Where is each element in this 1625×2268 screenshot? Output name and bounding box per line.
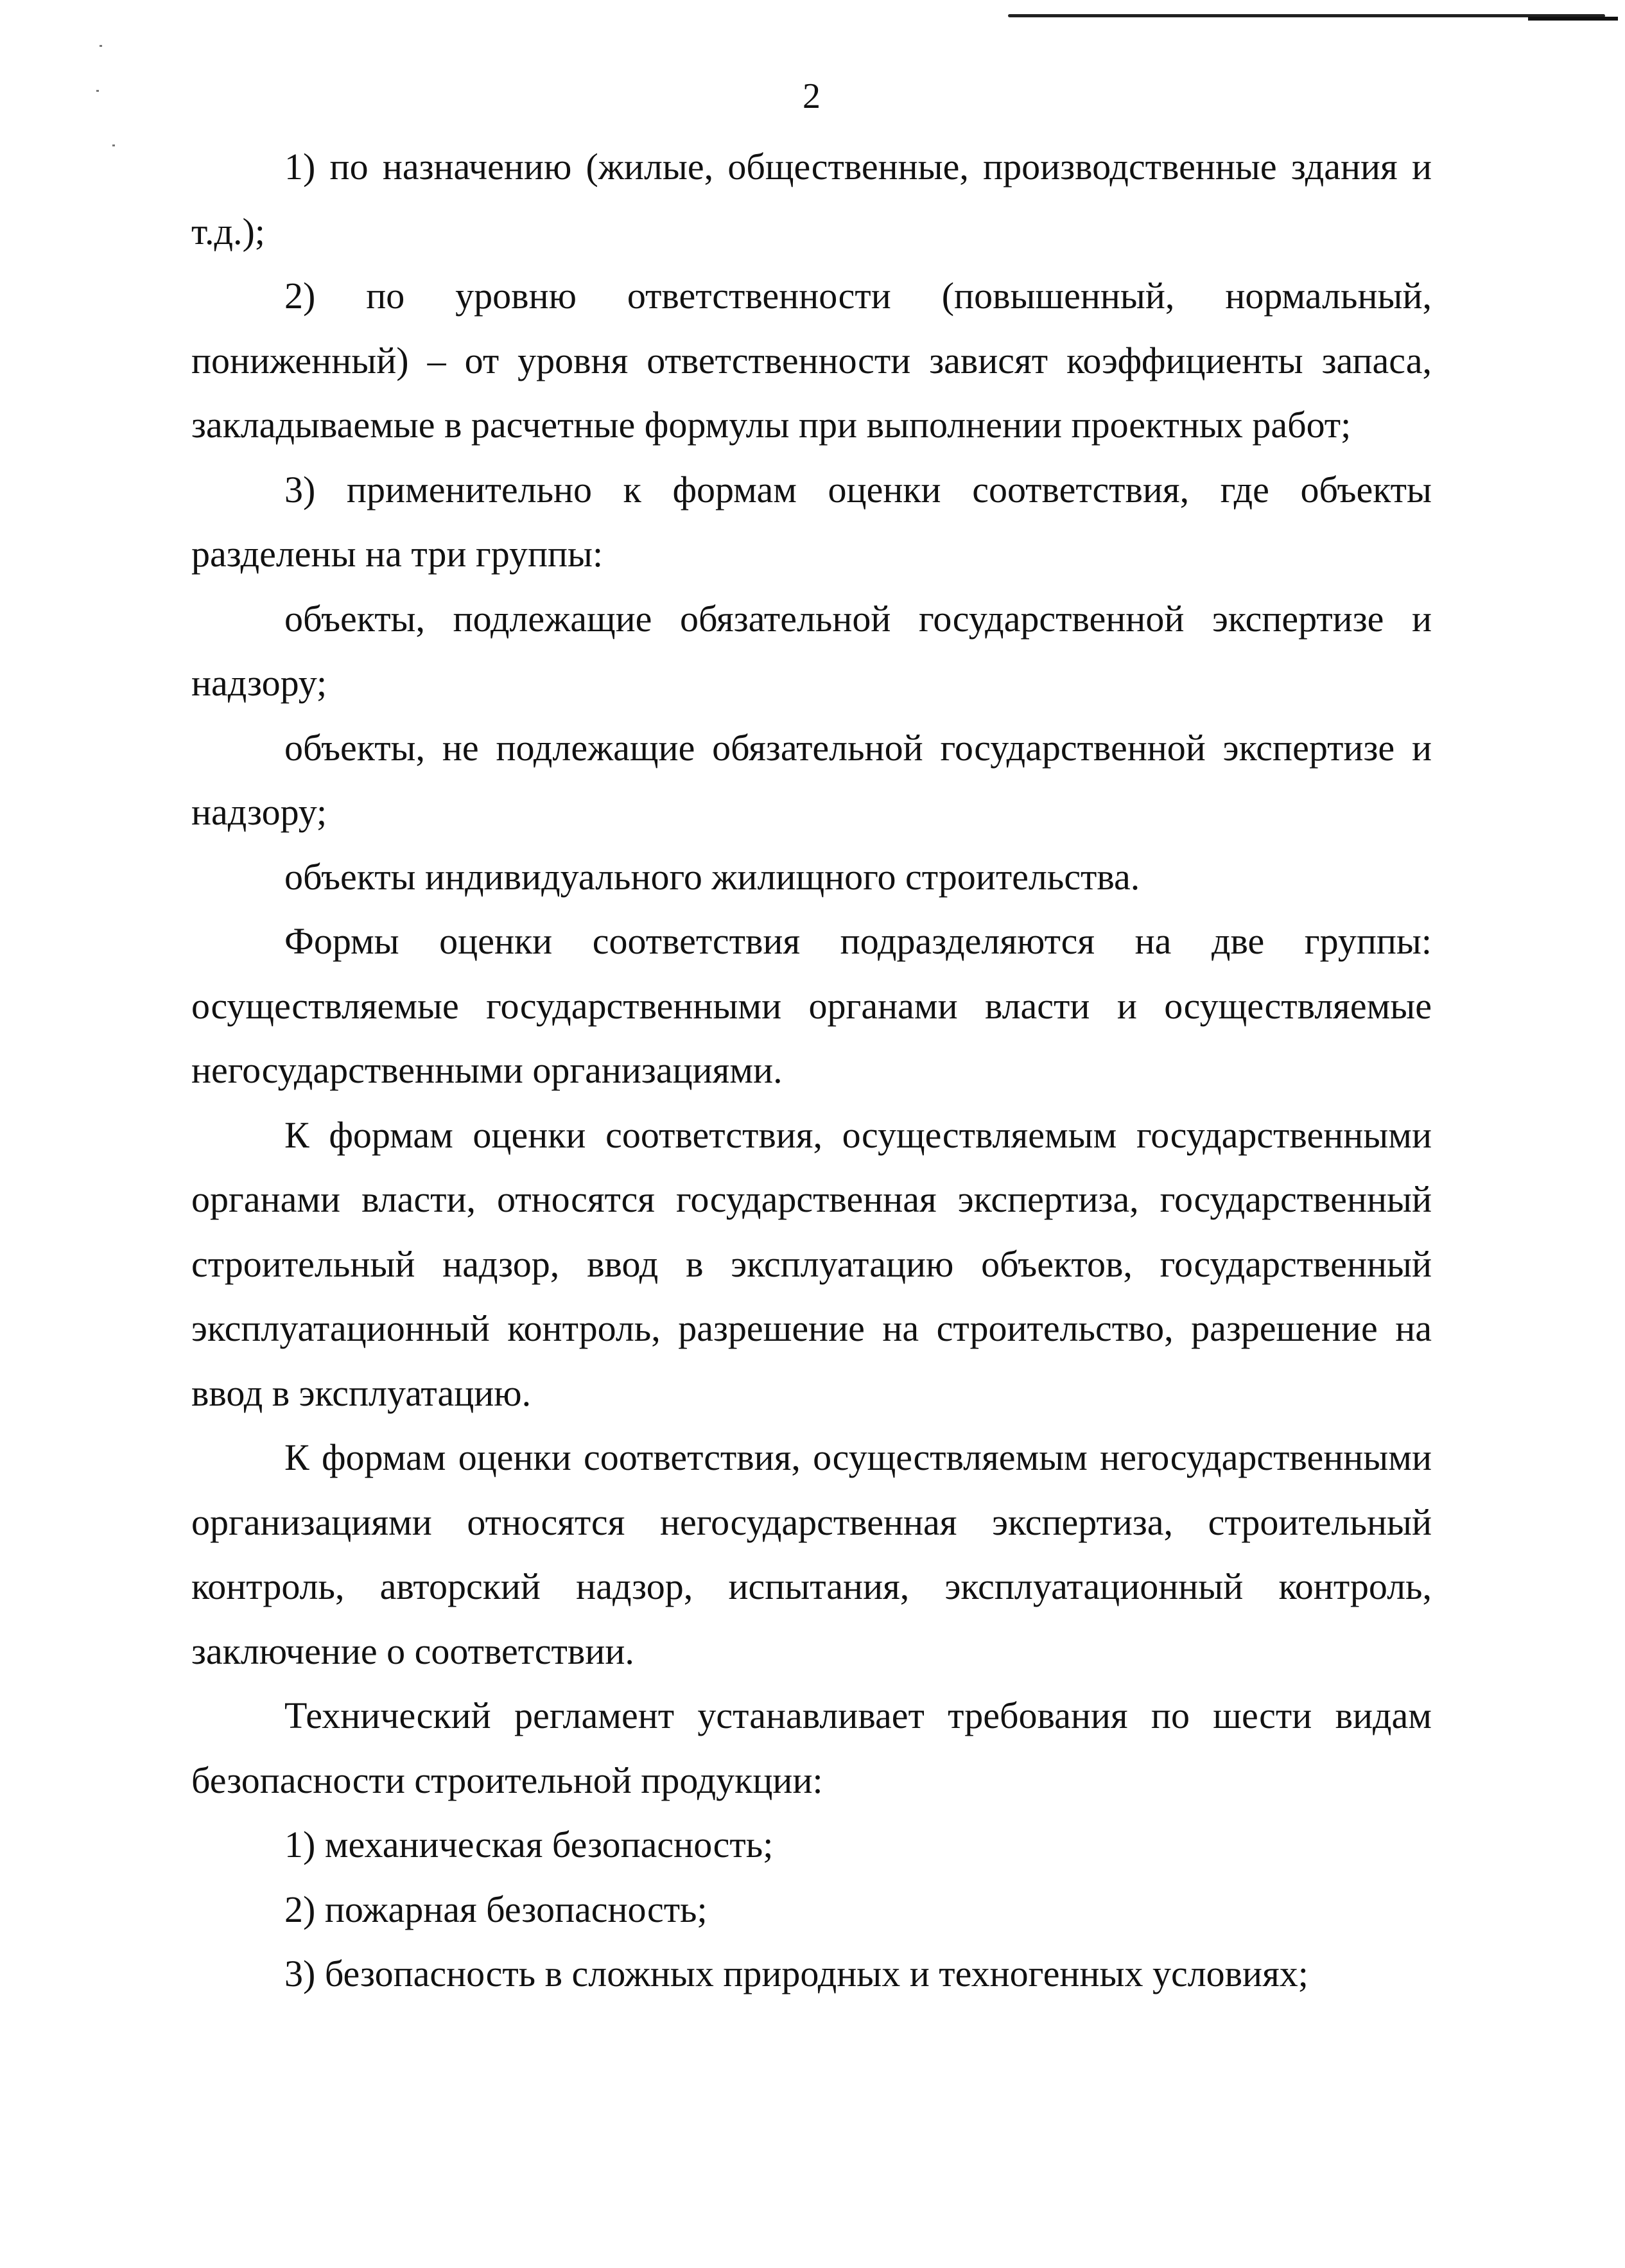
text-line: контроль, авторский надзор, испытания, эксплуатационный контроль, <box>191 1566 1432 1607</box>
text-line: т.д.); <box>191 210 265 252</box>
text-line: осуществляемые государственными органами власти и осуществляемые <box>191 984 1432 1027</box>
text-line: эксплуатационный контроль, разрешение на строительство, разрешение на <box>191 1307 1432 1349</box>
text-line: пониженный) – от уровня ответственности зависят коэффициенты запаса, <box>191 339 1432 381</box>
text-line: 2) пожарная безопасность; <box>284 1888 708 1930</box>
text-line: К формам оценки соответствия, осуществляемым государственными <box>284 1113 1432 1156</box>
text-line: надзору; <box>191 662 327 704</box>
text-line: объекты индивидуального жилищного строительства. <box>284 855 1140 898</box>
scan-edge-line <box>1008 14 1605 17</box>
text-line: 2) по уровню ответственности (повышенный, нормальный, <box>284 275 1432 317</box>
text-line: 3) безопасность в сложных природных и техногенных условиях; <box>284 1953 1308 1994</box>
text-line: организациями относятся негосударственная экспертиза, строительный <box>191 1501 1432 1543</box>
scan-speck <box>112 144 115 146</box>
text-line: Формы оценки соответствия подразделяются на две группы: <box>284 920 1432 962</box>
text-line: К формам оценки соответствия, осуществляемым негосударственными <box>284 1436 1432 1478</box>
text-line: закладываемые в расчетные формулы при выполнении проектных работ; <box>191 404 1351 446</box>
text-line: Технический регламент устанавливает требования по шести видам <box>284 1695 1432 1736</box>
page-number: 2 <box>803 76 821 116</box>
scan-edge-mark <box>1528 17 1618 21</box>
scan-speck <box>100 45 102 47</box>
text-line: негосударственными организациями. <box>191 1049 783 1091</box>
text-line: объекты, подлежащие обязательной государственной экспертизе и <box>284 597 1432 640</box>
text-line: 3) применительно к формам оценки соответствия, где объекты <box>284 468 1432 510</box>
text-line: 1) механическая безопасность; <box>284 1824 774 1865</box>
scan-speck <box>96 90 99 92</box>
text-line: органами власти, относятся государственная экспертиза, государственный <box>191 1178 1432 1220</box>
document-body <box>191 135 1432 2007</box>
text-line: надзору; <box>191 791 327 833</box>
text-line: строительный надзор, ввод в эксплуатацию объектов, государственный <box>191 1243 1432 1285</box>
text-line: объекты, не подлежащие обязательной государственной экспертизе и <box>284 726 1432 769</box>
text-line: безопасности строительной продукции: <box>191 1759 823 1801</box>
text-line: 1) по назначению (жилые, общественные, производственные здания и <box>284 146 1432 188</box>
text-line: разделены на три группы: <box>191 533 604 575</box>
text-line: заключение о соответствии. <box>191 1630 634 1672</box>
text-line: ввод в эксплуатацию. <box>191 1372 532 1414</box>
